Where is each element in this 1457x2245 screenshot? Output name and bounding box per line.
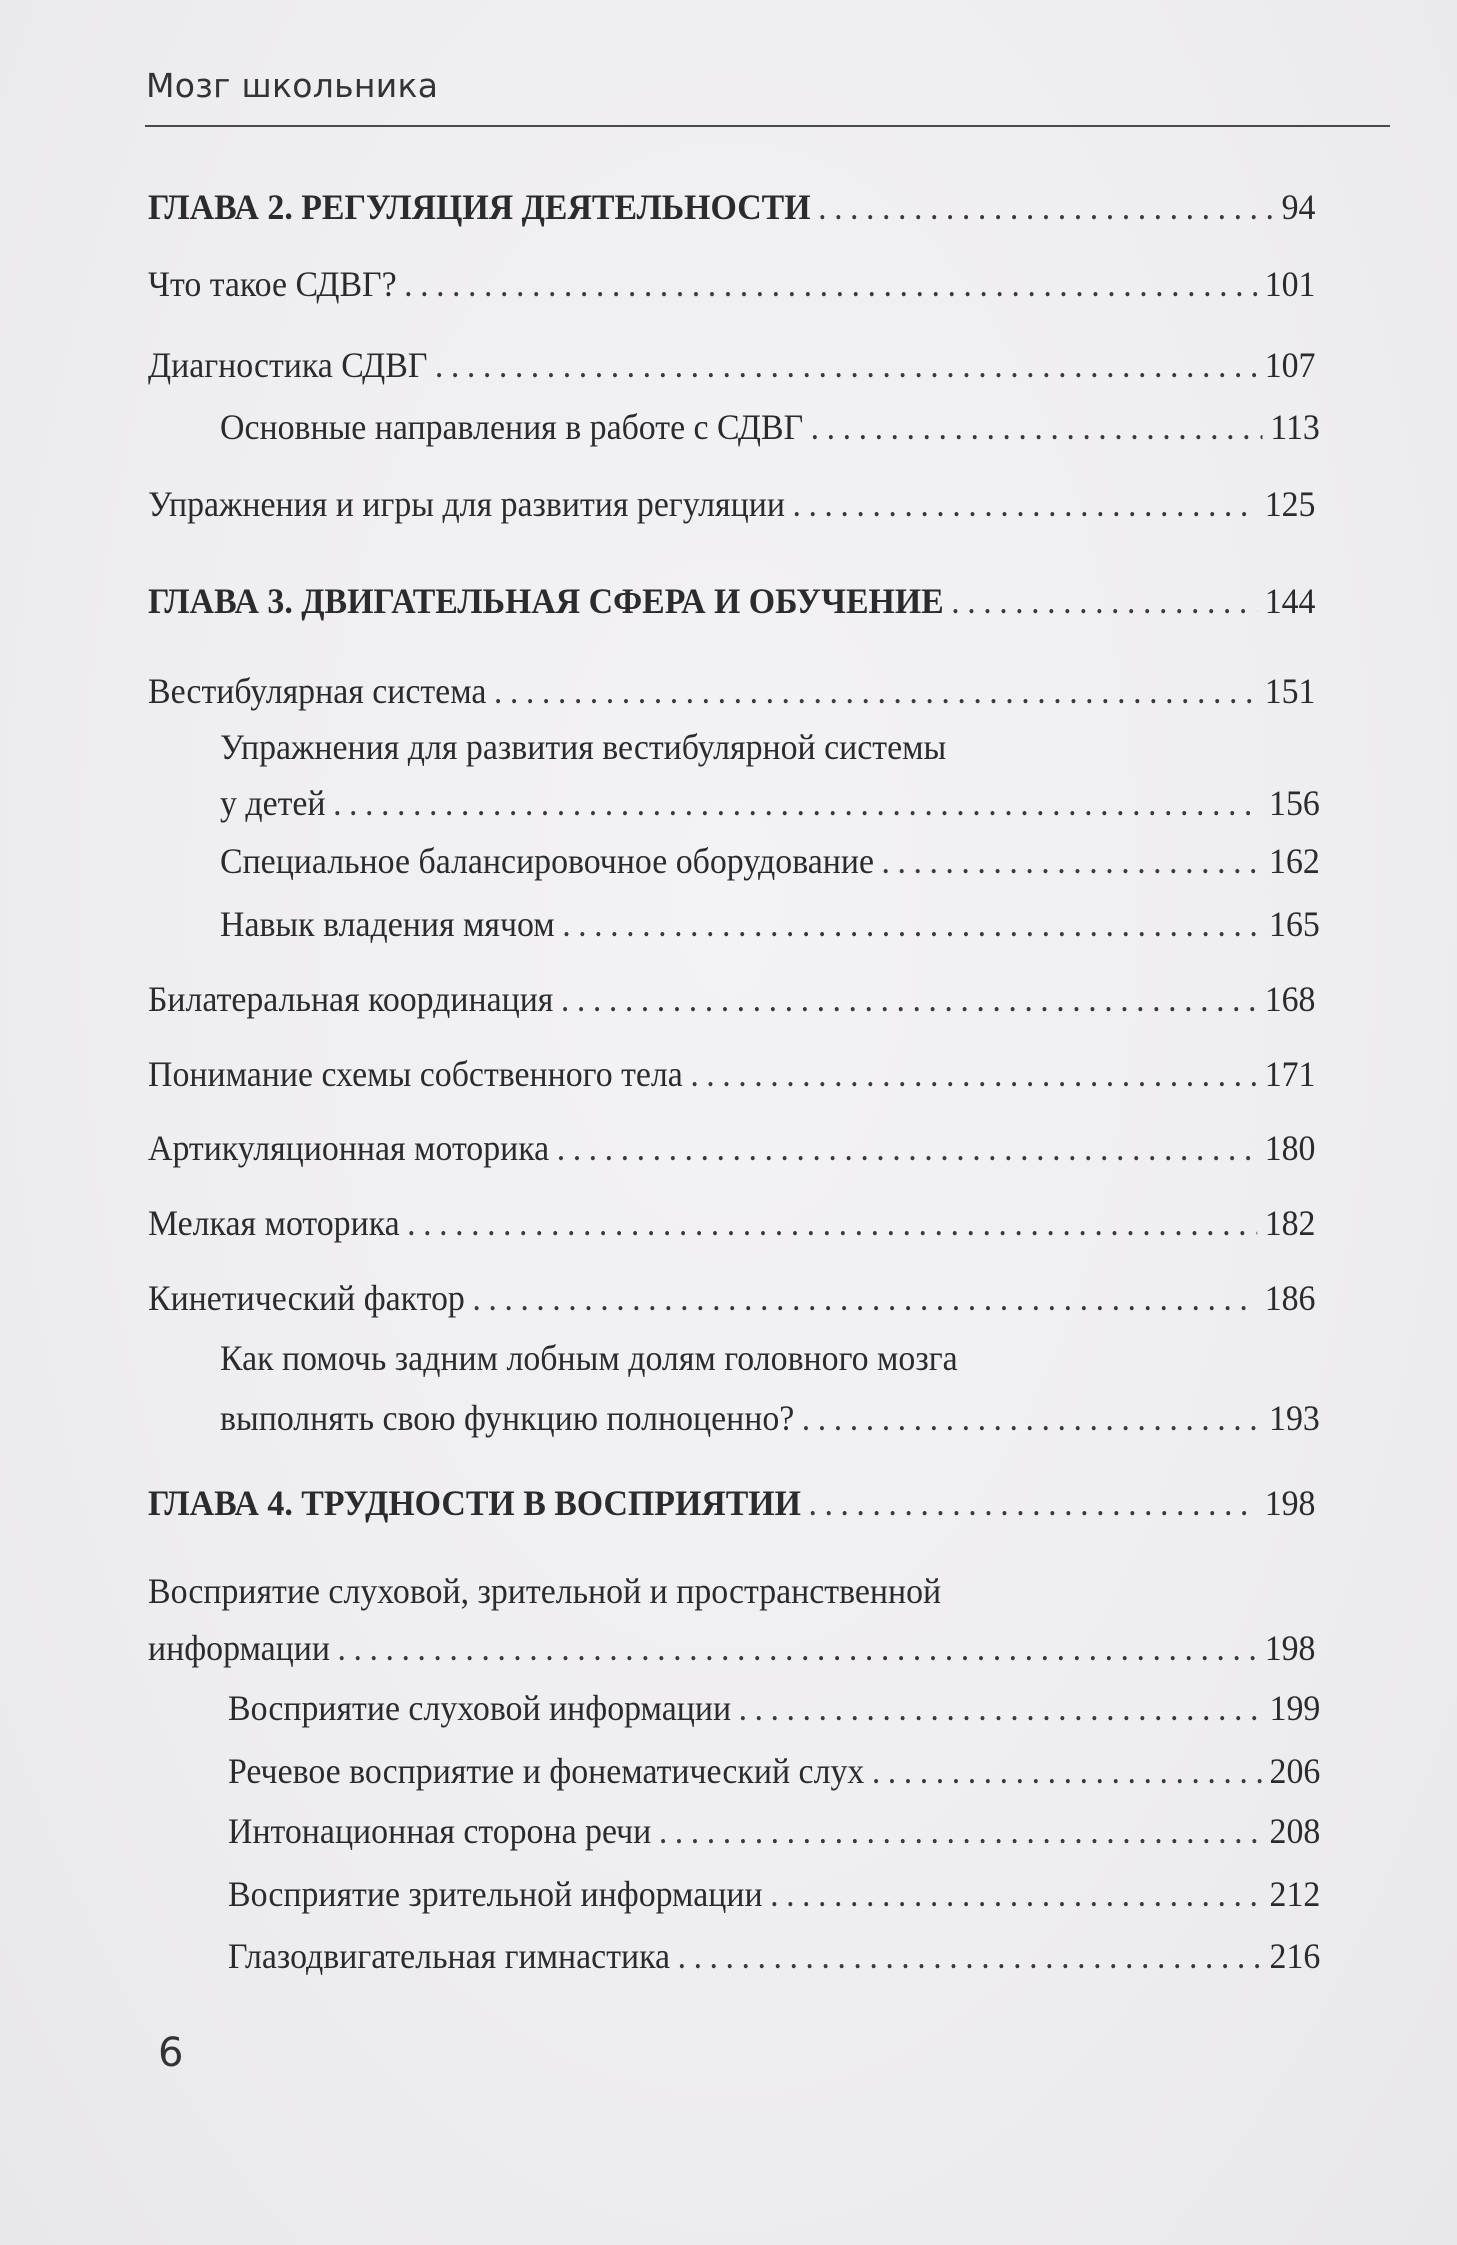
toc-entry-title-line1: Восприятие слуховой, зрительной и пространственной [148,1571,942,1611]
toc-entry-title-line1: Упражнения для развития вестибулярной системы [220,727,947,767]
toc-entry-title: Вестибулярная система [148,671,487,711]
dot-leader [472,1278,1257,1318]
dot-leader [872,1751,1262,1791]
toc-page-number: 206 [1269,1751,1321,1791]
toc-entry[interactable] [148,1278,1315,1318]
dot-leader [659,1811,1262,1851]
toc-chapter-4[interactable] [148,1483,1315,1523]
toc-entry-title: информации [148,1628,331,1668]
toc-entry-title: Глазодвигательная гимнастика [228,1936,671,1976]
toc-entry-title: ГЛАВА 3. ДВИГАТЕЛЬНАЯ СФЕРА И ОБУЧЕНИЕ [148,581,944,621]
toc-page-number: 180 [1264,1128,1316,1168]
toc-entry-title: Восприятие зрительной информации [228,1874,763,1914]
toc-entry[interactable] [228,1874,1320,1914]
toc-page-number: 151 [1264,671,1316,711]
toc-page-number: 171 [1264,1054,1316,1094]
toc-chapter-2[interactable] [148,187,1315,227]
toc-page-number: 101 [1264,264,1316,304]
toc-entry[interactable] [148,345,1315,385]
dot-leader [792,484,1257,524]
toc-entry-title: Мелкая моторика [148,1203,400,1243]
toc-entry[interactable] [220,407,1320,447]
toc-entry-title: выполнять свою функцию полноценно? [220,1398,795,1438]
dot-leader [562,904,1261,944]
toc-entry[interactable] [228,1811,1320,1851]
toc-entry-title: у детей [220,783,326,823]
toc-page-number: 168 [1264,979,1316,1019]
toc-page-number: 186 [1264,1278,1316,1318]
dot-leader [678,1936,1262,1976]
toc-chapter-3[interactable] [148,581,1315,621]
toc-entry[interactable] [220,1398,1320,1438]
dot-leader [333,783,1261,823]
dot-leader [808,1483,1257,1523]
dot-leader [739,1688,1262,1728]
toc-page-number: 208 [1269,1811,1321,1851]
toc-entry-title: Интонационная сторона речи [228,1811,652,1851]
toc-entry[interactable] [148,671,1315,711]
toc-entry[interactable] [148,1203,1315,1243]
toc-entry-title: Диагностика СДВГ [148,345,428,385]
dot-leader [818,187,1274,227]
dot-leader [557,1128,1257,1168]
toc-entry-title: Восприятие слуховой информации [228,1688,732,1728]
dot-leader [404,264,1257,304]
dot-leader [561,979,1257,1019]
dot-leader [882,841,1262,881]
dot-leader [951,581,1257,621]
toc-entry-title: Понимание схемы собственного тела [148,1054,683,1094]
toc-entry[interactable] [220,783,1320,823]
toc-page-number: 193 [1269,1398,1320,1438]
toc-page-number: 144 [1264,581,1316,621]
dot-leader [811,407,1263,447]
toc-entry-title: Что такое СДВГ? [148,264,397,304]
toc-entry[interactable] [148,979,1315,1019]
toc-entry[interactable] [148,264,1315,304]
toc-page-number: 125 [1264,484,1316,524]
dot-leader [407,1203,1257,1243]
running-head: Мозг школьника [146,66,439,105]
dot-leader [338,1628,1258,1668]
toc-entry-title: Билатеральная координация [148,979,554,1019]
toc-entry-title: Специальное балансировочное оборудование [220,841,874,881]
toc-entry[interactable] [228,1751,1320,1791]
dot-leader [802,1398,1262,1438]
toc-page-number: 156 [1269,783,1320,823]
toc-page-number: 94 [1281,187,1316,227]
toc-entry-title: Речевое восприятие и фонематический слух [228,1751,865,1791]
toc-page-number: 212 [1269,1874,1321,1914]
toc-page-number: 113 [1270,407,1320,447]
toc-page-number: 199 [1269,1688,1321,1728]
toc-page-number: 182 [1264,1203,1316,1243]
toc-entry-title: ГЛАВА 2. РЕГУЛЯЦИЯ ДЕЯТЕЛЬНОСТИ [148,187,811,227]
header-rule [145,125,1390,127]
toc-entry[interactable] [148,1128,1315,1168]
toc-page-number: 198 [1264,1628,1316,1668]
toc-page-number: 198 [1264,1483,1316,1523]
dot-leader [690,1054,1257,1094]
toc-page-number: 165 [1269,904,1320,944]
toc-entry-title: Кинетический фактор [148,1278,465,1318]
toc-entry-title: Артикуляционная моторика [148,1128,550,1168]
page-number: 6 [158,2030,184,2076]
dot-leader [770,1874,1262,1914]
toc-entry[interactable] [220,904,1320,944]
toc-entry[interactable] [148,484,1315,524]
toc-entry[interactable] [228,1936,1320,1976]
dot-leader [435,345,1257,385]
toc-entry-title: Навык владения мячом [220,904,555,944]
dot-leader [494,671,1257,711]
toc-entry-title: Основные направления в работе с СДВГ [220,407,804,447]
toc-entry[interactable] [148,1054,1315,1094]
toc-entry-title: Упражнения и игры для развития регуляции [148,484,785,524]
toc-page-number: 107 [1264,345,1316,385]
toc-entry-title: ГЛАВА 4. ТРУДНОСТИ В ВОСПРИЯТИИ [148,1483,801,1523]
toc-page-number: 162 [1269,841,1320,881]
toc-entry-title-line1: Как помочь задним лобным долям головного мозга [220,1338,958,1378]
toc-entry[interactable] [220,841,1320,881]
toc-entry[interactable] [148,1628,1315,1668]
toc-page-number: 216 [1269,1936,1321,1976]
toc-entry[interactable] [228,1688,1320,1728]
